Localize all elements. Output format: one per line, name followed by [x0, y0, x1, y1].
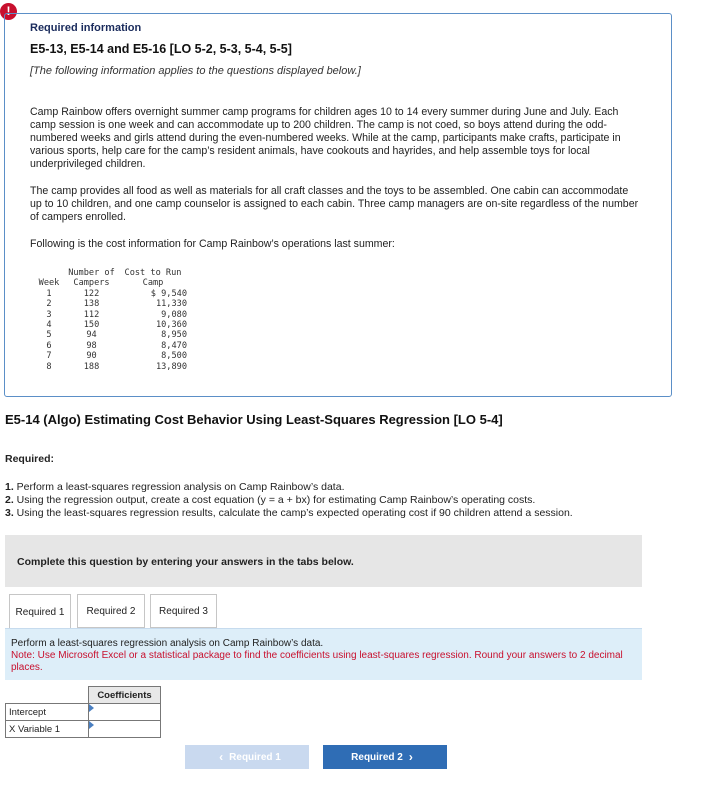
instructions-note: Note: Use Microsoft Excel or a statistical package to find the coefficients using least-squares regression. Round your answers to 2 decimal places.: [11, 650, 623, 673]
next-button[interactable]: [323, 745, 447, 769]
cost-table: [34, 268, 197, 372]
header-cell: Camp: [142, 278, 164, 289]
campers-cell: 98: [86, 340, 97, 351]
cost-cell: 11,330: [155, 299, 187, 310]
intercept-input[interactable]: [89, 704, 160, 720]
intercept-cell[interactable]: [89, 704, 161, 721]
requirement-item: [5, 507, 573, 520]
instructions-box: [5, 628, 642, 680]
requirement-item: [5, 481, 573, 494]
x-variable-cell[interactable]: [89, 721, 161, 738]
requirement-number: 3.: [5, 507, 14, 519]
applies-note: [The following information applies to the questions displayed below.]: [30, 65, 361, 77]
complete-prompt: Complete this question by entering your answers in the tabs below.: [17, 556, 354, 568]
table-row: [34, 289, 197, 299]
requirement-number: 2.: [5, 494, 14, 506]
requirement-text: Perform a least-squares regression analysis on Camp Rainbow’s data.: [13, 481, 345, 493]
header-cell: Number of: [68, 268, 115, 278]
instructions-text: Perform a least-squares regression analysis on Camp Rainbow’s data.: [11, 638, 324, 649]
intercept-label: Intercept: [6, 704, 89, 721]
cost-cell: 13,890: [155, 361, 187, 372]
paragraph-3: Following is the cost information for Camp Rainbow’s operations last summer:: [30, 238, 395, 250]
next-button-label: Required 2: [351, 751, 403, 763]
week-cell: 3: [46, 309, 52, 320]
x-variable-input[interactable]: [89, 721, 160, 737]
header-cell: [34, 268, 64, 278]
cost-cell: 8,950: [161, 330, 187, 341]
table-row: [6, 704, 161, 721]
campers-cell: 188: [83, 361, 100, 372]
campers-cell: 94: [86, 330, 97, 341]
cost-cell: 9,080: [161, 309, 187, 320]
header-cell: Campers: [73, 278, 110, 289]
table-row: [34, 310, 197, 320]
paragraph-1: Camp Rainbow offers overnight summer camp programs for children ages 10 to 14 every summer during June and July. Each camp session is one week and can accommodate up to 200 children. The camp is not coed, so boys attend during the odd-numbered weeks and girls attend during the even-numbered weeks. While at the camp, participants make crafts, participate in various sports, help care for the camp’s resident animals, have cookouts and hayrides, and help assemble toys for local underprivileged children.: [30, 106, 621, 170]
requirement-item: [5, 494, 573, 507]
exercise-title: E5-13, E5-14 and E5-16 [LO 5-2, 5-3, 5-4, 5-5]: [30, 42, 292, 56]
table-row: [34, 351, 197, 361]
week-cell: 1: [46, 288, 52, 299]
requirement-text: Using the least-squares regression results, calculate the camp’s expected operating cost if 90 children attend a session.: [13, 507, 573, 519]
tab-required-2[interactable]: Required 2: [77, 594, 145, 628]
x-variable-label: X Variable 1: [6, 721, 89, 738]
answer-header-row: [6, 687, 161, 704]
prev-button[interactable]: [185, 745, 309, 769]
campers-cell: 90: [86, 351, 97, 362]
header-cell: Cost to Run: [124, 268, 182, 278]
section-title: E5-14 (Algo) Estimating Cost Behavior Using Least-Squares Regression [LO 5-4]: [5, 412, 503, 427]
week-cell: 4: [46, 320, 52, 331]
cost-cell: 10,360: [155, 320, 187, 331]
table-row: [34, 299, 197, 309]
tab-required-3[interactable]: Required 3: [150, 594, 217, 628]
cost-table-header-top: [34, 268, 197, 278]
required-information-heading: Required information: [30, 22, 142, 34]
input-marker-icon: [89, 704, 94, 712]
header-cell: Week: [38, 278, 60, 289]
week-cell: 5: [46, 330, 52, 341]
blank-cell: [6, 687, 89, 704]
table-row: [34, 362, 197, 372]
table-row: [6, 721, 161, 738]
campers-cell: 138: [83, 299, 100, 310]
requirements-list: [5, 481, 573, 520]
paragraph-2: The camp provides all food as well as materials for all craft classes and the toys to be assembled. One cabin can accommodate up to 10 children, and one camp counselor is assigned to each cabin. Three camp managers are on-site regardless of the number of campers enrolled.: [30, 185, 639, 223]
chevron-left-icon: ‹: [219, 750, 224, 764]
required-label: Required:: [5, 453, 55, 465]
requirement-text: Using the regression output, create a cost equation (y = a + bx) for estimating Camp Rainbow’s operating costs.: [13, 494, 536, 506]
cost-table-header-bottom: [34, 278, 197, 288]
input-marker-icon: [89, 721, 94, 729]
week-cell: 2: [46, 299, 52, 310]
campers-cell: 150: [83, 320, 100, 331]
chevron-right-icon: ›: [408, 750, 413, 764]
table-row: [34, 341, 197, 351]
cost-cell: 8,470: [161, 340, 187, 351]
requirement-number: 1.: [5, 481, 14, 493]
complete-prompt-box: [5, 535, 642, 587]
coefficients-header: Coefficients: [89, 687, 161, 704]
answer-table: [5, 686, 161, 738]
cost-cell: 8,500: [161, 351, 187, 362]
tab-required-1[interactable]: Required 1: [9, 594, 71, 629]
week-cell: 6: [46, 340, 52, 351]
table-row: [34, 330, 197, 340]
alert-icon: !: [0, 3, 17, 20]
campers-cell: 112: [83, 309, 100, 320]
campers-cell: 122: [83, 288, 100, 299]
week-cell: 8: [46, 361, 52, 372]
prev-button-label: Required 1: [229, 751, 281, 763]
week-cell: 7: [46, 351, 52, 362]
cost-cell: $ 9,540: [150, 288, 187, 299]
table-row: [34, 320, 197, 330]
